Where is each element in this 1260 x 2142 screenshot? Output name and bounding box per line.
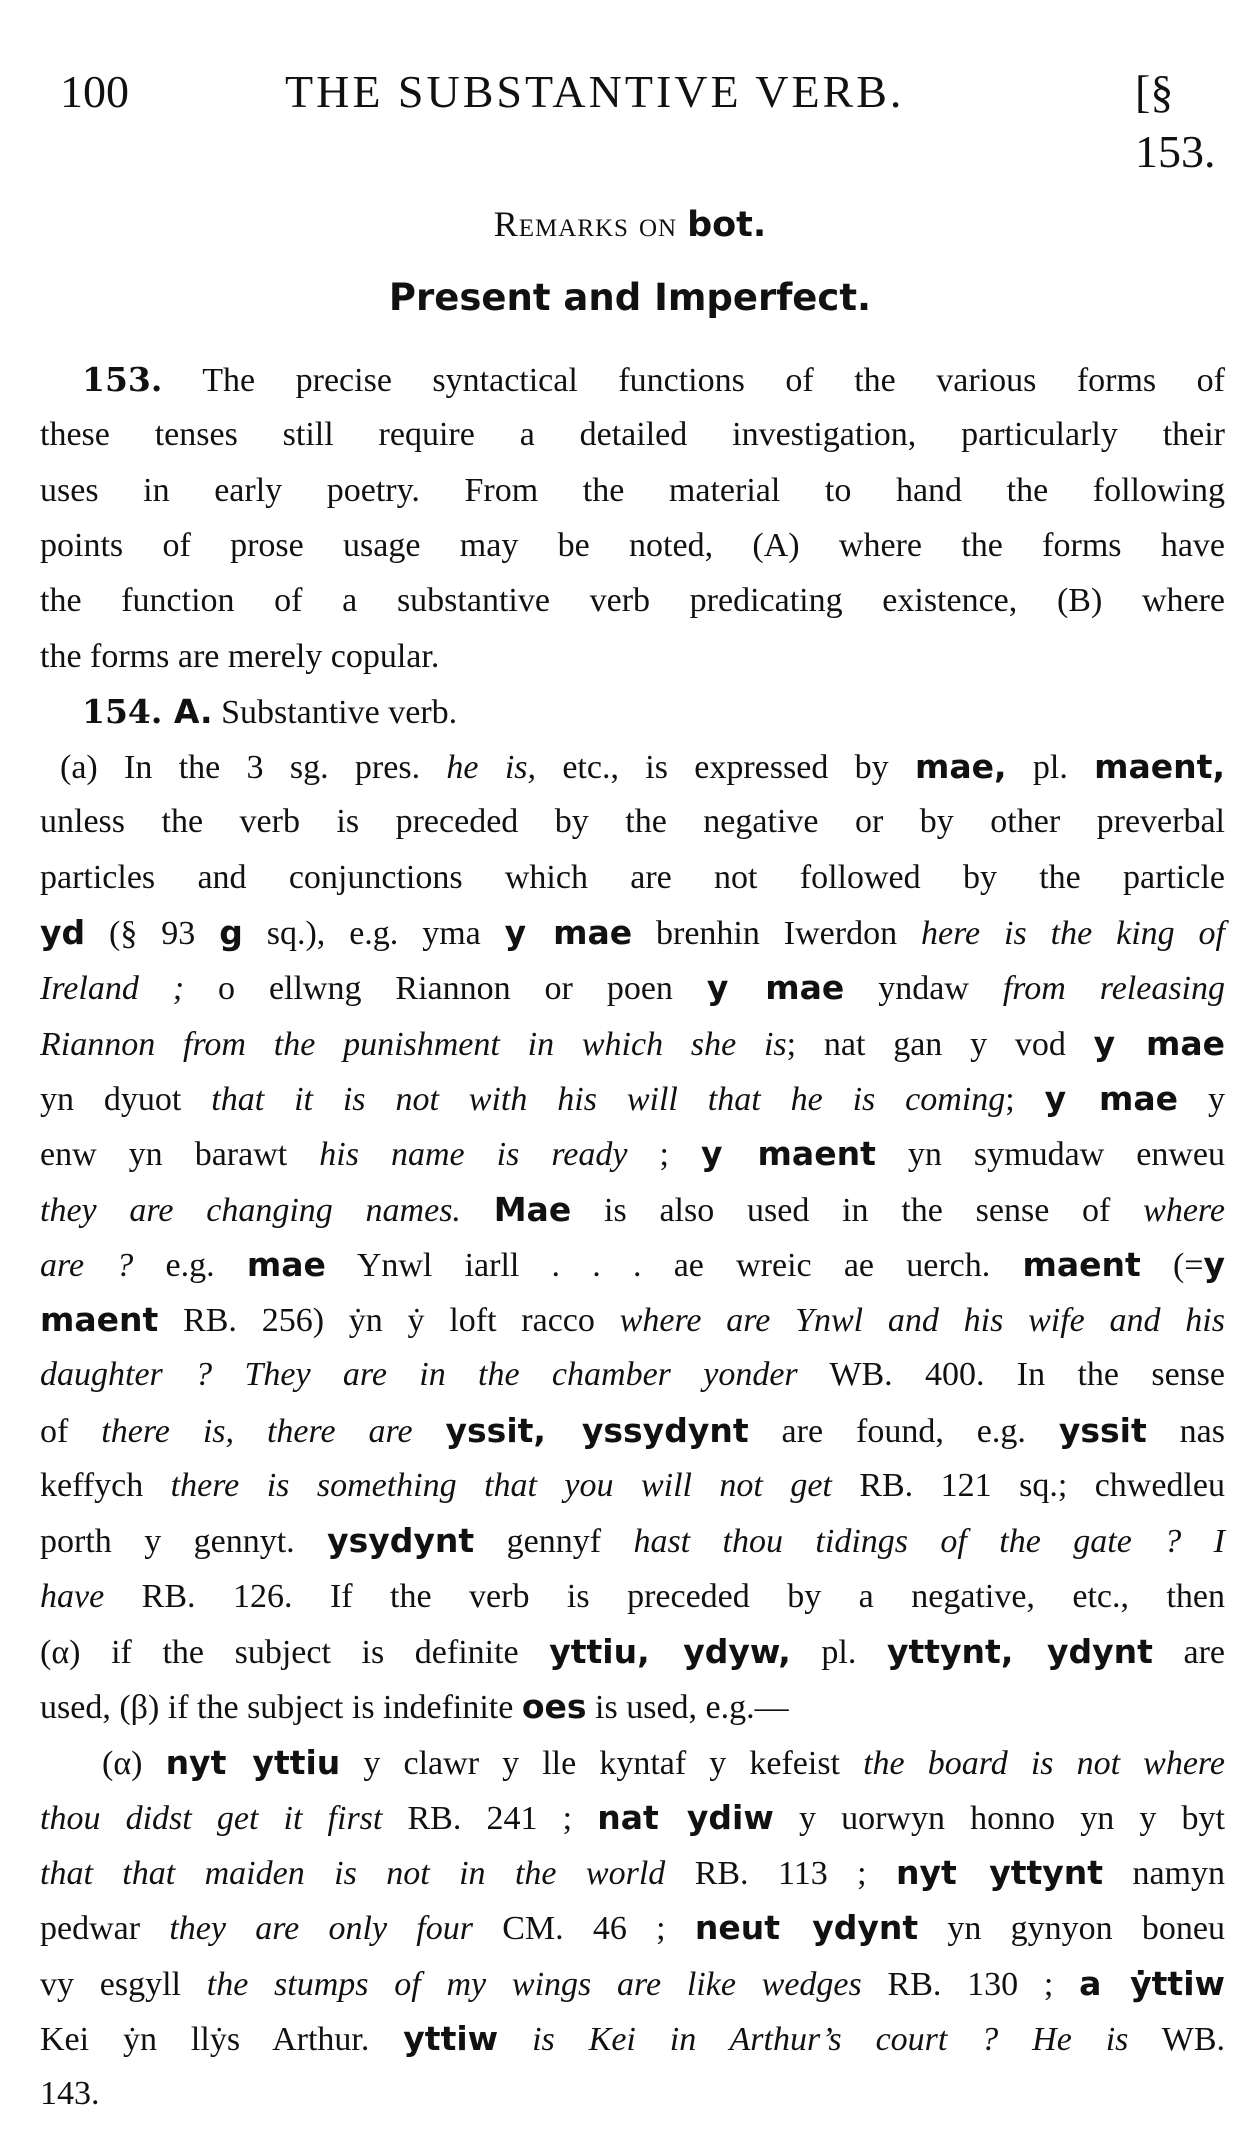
bold-welsh-term: neut ydynt	[694, 1908, 919, 1948]
italic-translation: they are changing names.	[40, 1191, 461, 1229]
italic-translation: where are Ynwl and his wife and his	[619, 1302, 1225, 1340]
text-run: RB. 241 ;	[382, 1799, 598, 1837]
text-line	[40, 1237, 1225, 1293]
text-line	[40, 1900, 1225, 1956]
text-run: RB. 130 ;	[861, 1965, 1080, 2003]
text-run: ;	[627, 1136, 702, 1174]
tense-heading: Present and Imperfect.	[388, 276, 872, 319]
bold-welsh-term: yd	[40, 913, 86, 952]
section-marker: [§ 153.	[1135, 66, 1216, 177]
text-line	[40, 1016, 1225, 1072]
page-number: 100	[60, 66, 129, 117]
text-line	[40, 1458, 1225, 1514]
italic-translation: there is, there are	[101, 1412, 413, 1450]
text-run: e.g.	[133, 1246, 247, 1284]
text-run: is used, e.g.—	[586, 1689, 789, 1727]
bold-welsh-term: A.	[162, 691, 213, 731]
section-number: 154.	[82, 691, 163, 731]
text-run: 143.	[40, 2075, 100, 2113]
text-run: used, (β) if the subject is indefinite	[40, 1689, 522, 1727]
text-run: gennyf	[474, 1523, 634, 1561]
italic-translation: are ?	[40, 1246, 134, 1284]
bold-welsh-term: maent	[1022, 1244, 1141, 1284]
text-line	[40, 1569, 1225, 1625]
text-line	[40, 1624, 1225, 1680]
bold-welsh-term: maent	[40, 1300, 159, 1340]
text-run: etc., is expressed by	[536, 749, 915, 787]
bold-welsh-term: y maent	[701, 1134, 876, 1174]
text-run: RB. 121 sq.; chwedleu	[831, 1467, 1225, 1504]
text-run: namyn	[1103, 1855, 1225, 1893]
text-run: ; nat gan y vod	[786, 1025, 1094, 1063]
text-run: WB.	[1128, 2021, 1225, 2058]
text-line	[40, 1845, 1225, 1901]
italic-translation: the stumps of my wings are like wedges	[206, 1965, 862, 2003]
italic-translation: hast thou tidings of the gate ? I	[633, 1523, 1225, 1561]
text-run: (a) In the 3 sg. pres.	[60, 749, 447, 787]
text-run: Kei ẏn llẏs Arthur.	[40, 2021, 404, 2058]
bold-welsh-term: mae	[246, 1244, 326, 1284]
bold-welsh-term: y	[1203, 1244, 1225, 1284]
italic-translation: from releasing	[1002, 970, 1226, 1008]
text-run: y	[1178, 1080, 1225, 1118]
remarks-heading-word: bot.	[687, 205, 767, 245]
text-run: these tenses still require a detailed investigation, particularly their	[40, 416, 1225, 454]
bold-welsh-term: yttiu, ydyw,	[549, 1631, 791, 1671]
bold-welsh-term: yttiw	[403, 2019, 499, 2058]
text-line	[40, 1292, 1225, 1348]
bold-welsh-term: yssit, yssydynt	[445, 1410, 749, 1450]
bold-welsh-term: y mae	[706, 968, 845, 1008]
text-line	[40, 905, 1225, 961]
bold-welsh-term: nyt yttynt	[896, 1853, 1104, 1893]
italic-translation: that that maiden is not in the world	[40, 1855, 666, 1893]
text-run: The precise syntactical functions of the various forms of	[162, 362, 1225, 399]
italic-translation: daughter ? They are in the chamber yonder	[40, 1356, 798, 1394]
text-line	[40, 1513, 1225, 1569]
text-run: points of prose usage may be noted, (A) where the forms have	[40, 526, 1225, 564]
remarks-heading	[0, 198, 1260, 251]
bold-welsh-term: maent,	[1094, 747, 1225, 787]
bold-welsh-term: ysydynt	[327, 1521, 475, 1561]
italic-translation: there is something that you will not get	[170, 1467, 832, 1504]
text-run: pl.	[790, 1633, 887, 1671]
italic-translation: have	[40, 1577, 105, 1615]
text-line	[40, 960, 1225, 1016]
bold-welsh-term: yttynt, ydynt	[886, 1631, 1153, 1671]
text-run: o ellwng Riannon or poen	[184, 970, 707, 1008]
text-line	[40, 407, 1225, 463]
text-line	[40, 1071, 1225, 1127]
text-run: vy esgyll	[40, 1965, 207, 2003]
text-run: RB. 126. If the verb is preceded by a negative, etc., then	[104, 1577, 1225, 1615]
text-run: particles and conjunctions which are not followed by the particle	[40, 858, 1225, 896]
text-run	[461, 1192, 494, 1229]
text-line	[40, 794, 1225, 850]
text-line	[40, 518, 1225, 574]
text-run: unless the verb is preceded by the negative or by other preverbal	[40, 803, 1225, 841]
italic-translation: the board is not where	[863, 1744, 1225, 1782]
text-line	[40, 463, 1225, 519]
text-run: yndaw	[844, 970, 1003, 1008]
bold-welsh-term: y mae	[1044, 1078, 1179, 1118]
text-run: pl.	[1006, 749, 1095, 787]
text-run: (α) if the subject is definite	[40, 1633, 550, 1671]
text-run: are	[1152, 1633, 1225, 1671]
running-head	[60, 62, 1220, 177]
italic-translation: that it is not with his will that he is coming	[211, 1080, 1006, 1118]
text-run: y clawr y lle kyntaf y kefeist	[340, 1744, 864, 1782]
text-line	[40, 629, 1225, 685]
text-run: sq.), e.g. yma	[242, 915, 505, 952]
running-title: THE SUBSTANTIVE VERB.	[285, 66, 905, 117]
bold-welsh-term: nat ydiw	[597, 1797, 774, 1837]
text-line	[40, 850, 1225, 906]
text-line	[40, 1403, 1225, 1459]
text-run: of	[40, 1412, 102, 1450]
bold-welsh-term: nyt yttiu	[165, 1742, 341, 1782]
text-run: keffych	[40, 1467, 171, 1504]
text-run: the forms are merely copular.	[40, 637, 440, 675]
bold-welsh-term: y mae	[504, 913, 633, 952]
text-run: the function of a substantive verb predicating existence, (B) where	[40, 582, 1225, 620]
text-run: WB. 400. In the sense	[797, 1356, 1225, 1394]
text-run: y uorwyn honno yn y byt	[773, 1799, 1225, 1837]
text-line	[40, 573, 1225, 629]
text-run	[498, 2021, 532, 2058]
text-run: CM. 46 ;	[472, 1910, 695, 1948]
text-run	[413, 1413, 446, 1450]
italic-translation: thou didst get it first	[40, 1799, 383, 1837]
text-line	[82, 684, 1225, 740]
section-number: 153.	[82, 360, 163, 399]
text-run: (α)	[102, 1744, 166, 1782]
text-run: yn gynyon boneu	[918, 1910, 1226, 1948]
text-run: porth y gennyt.	[40, 1523, 328, 1561]
italic-translation: he is,	[446, 749, 536, 787]
text-line	[60, 739, 1225, 795]
text-run: nas	[1146, 1412, 1226, 1450]
text-line	[82, 352, 1225, 408]
text-run: RB. 113 ;	[665, 1855, 896, 1893]
italic-translation: Ireland ;	[40, 970, 185, 1008]
text-run: (=	[1140, 1246, 1204, 1284]
italic-translation: where	[1143, 1191, 1225, 1229]
text-run: brenhin Iwerdon	[632, 915, 921, 952]
text-run: yn symudaw enweu	[875, 1136, 1226, 1174]
bold-welsh-term: Mae	[493, 1189, 572, 1229]
text-run: RB. 256) ẏn ẏ loft racco	[158, 1302, 620, 1340]
text-line	[40, 1679, 1225, 1735]
text-line	[40, 2011, 1225, 2067]
italic-translation: his name is ready	[319, 1136, 628, 1174]
bold-welsh-term: mae,	[914, 747, 1007, 787]
text-line	[40, 1956, 1225, 2012]
text-run: yn dyuot	[40, 1080, 212, 1118]
text-line	[40, 1790, 1225, 1846]
text-run: Ynwl iarll . . . ae wreic ae uerch.	[325, 1246, 1023, 1284]
text-line	[40, 1347, 1225, 1403]
text-run: is also used in the sense of	[571, 1191, 1144, 1229]
bold-welsh-term: g	[219, 913, 243, 952]
text-run: (§ 93	[85, 915, 220, 952]
italic-translation: Riannon from the punishment in which she is	[40, 1025, 787, 1063]
italic-translation: is Kei in Arthur’s court ? He is	[532, 2021, 1129, 2058]
text-line	[40, 1126, 1225, 1182]
text-line	[40, 2066, 1225, 2122]
bold-welsh-term: y mae	[1093, 1023, 1225, 1063]
bold-welsh-term: oes	[521, 1687, 587, 1727]
text-run: enw yn barawt	[40, 1136, 320, 1174]
text-run: ;	[1005, 1080, 1045, 1118]
text-run: are found, e.g.	[748, 1412, 1059, 1450]
bold-welsh-term: yssit	[1058, 1410, 1147, 1450]
text-run: pedwar	[40, 1910, 170, 1948]
text-line	[102, 1735, 1225, 1791]
text-run: uses in early poetry. From the material to hand the following	[40, 471, 1225, 509]
text-line	[40, 1182, 1225, 1238]
text-run: Substantive verb.	[212, 693, 458, 731]
italic-translation: here is the king of	[921, 915, 1225, 952]
remarks-heading-text: Remarks on	[493, 204, 678, 244]
bold-welsh-term: a ẏttiw	[1079, 1963, 1226, 2003]
italic-translation: they are only four	[169, 1910, 473, 1948]
